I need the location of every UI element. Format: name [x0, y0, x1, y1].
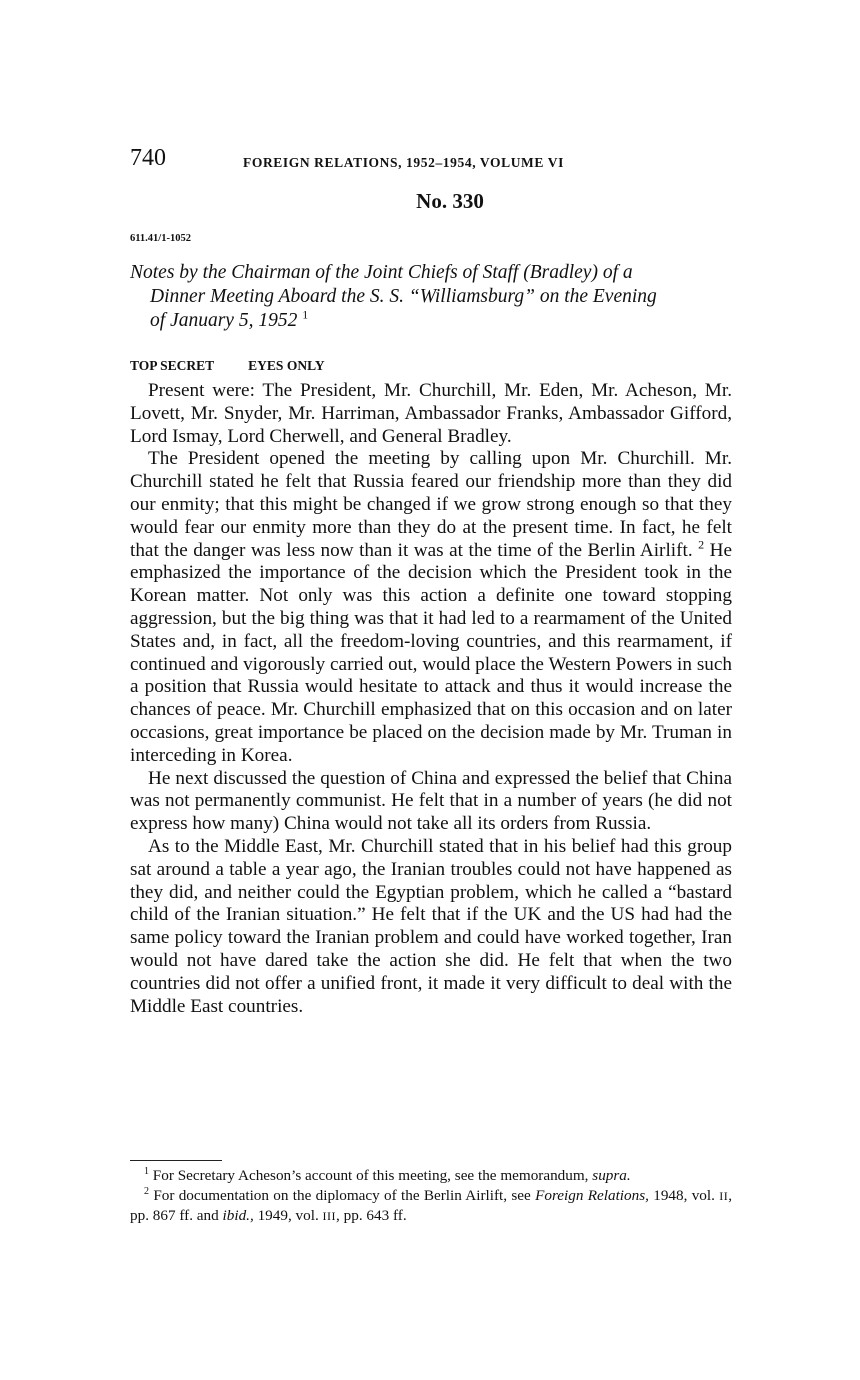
file-number: 611.41/1-1052 — [130, 233, 191, 244]
title-line-1: Notes by the Chairman of the Joint Chiefs of Staff (Bradley) of a — [130, 262, 633, 283]
paragraph-2-part-1: The President opened the meeting by calling upon Mr. Churchill. Mr. Churchill stated he felt that Russia feared our friendship more than they did our enmity; that this might be changed if we grow strong enough so that they would fear our enmity more than they do at the present time. In fact, he felt that the danger was less now than it was at the time of the Berlin Airlift. — [130, 448, 732, 561]
paragraph-attendees: Present were: The President, Mr. Churchill, Mr. Eden, Mr. Acheson, Mr. Lovett, Mr. Snyder, Mr. Harriman, Ambassador Franks, Ambassador Gifford, Lord Ismay, Lord Cherwell, and General Bradley. — [130, 380, 732, 447]
footnote-1 — [130, 1166, 732, 1186]
footnote-2-text-1: For documentation on the diplomacy of the Berlin Airlift, see — [153, 1187, 531, 1204]
footnote-1-italic: supra. — [592, 1167, 631, 1184]
classification-level: TOP SECRET — [130, 358, 215, 373]
footnote-1-number: 1 — [144, 1165, 149, 1177]
footnote-2-volume-1: II — [719, 1189, 729, 1203]
footnote-divider — [130, 1160, 222, 1161]
footnote-1-text: For Secretary Acheson’s account of this meeting, see the memorandum, — [152, 1167, 589, 1184]
page-header — [130, 145, 730, 175]
footnote-2-text-5: , pp. 643 ff. — [336, 1207, 407, 1224]
document-number: No. 330 — [416, 189, 484, 213]
footnote-ref-2: 2 — [698, 537, 705, 552]
footnote-2-italic-1: Foreign Relations, — [535, 1187, 649, 1204]
footnote-2 — [130, 1186, 732, 1226]
paragraph-2-part-2: He emphasized the importance of the decision which the President took in the Korean matter. Not only was this action a definite one toward stopping aggression, but the big thing was that it had led to a rearmament of the United States and, in fact, all the freedom-loving countries, and this rearmament, if continued and vigorously carried out, would place the Western Powers in such a position that Russia would hesitate to attack and thus it would increase the chances of peace. Mr. Churchill emphasized that on this occasion and on later occasions, great importance be placed on the decision made by Mr. Truman in interceding in Korea. — [130, 539, 733, 766]
footnote-ref-1: 1 — [302, 307, 309, 322]
paragraph-middle-east: As to the Middle East, Mr. Churchill stated that in his belief had this group sat around a table a year ago, the Iranian troubles could not have happened as they did, and neither could the Egyptian problem, which he called a “bastard child of the Iranian situation.” He felt that if the UK and the US had had the same policy toward the Iranian problem and could have worked together, Iran would not have dared take the action she did. He felt that when the two countries did not offer a unified front, it made it very difficult to deal with the Middle East countries. — [130, 835, 732, 1017]
handling-caveat: EYES ONLY — [248, 358, 325, 373]
footnote-2-text-3: , pp. 867 ff. and — [130, 1187, 733, 1224]
footnote-2-italic-2: ibid., — [222, 1207, 254, 1224]
document-body — [130, 380, 732, 1018]
footnote-2-text-4: 1949, vol. — [257, 1207, 319, 1224]
running-head: FOREIGN RELATIONS, 1952–1954, VOLUME VI — [243, 155, 564, 170]
title-line-2: Dinner Meeting Aboard the S. S. “Williamsburg” on the Evening — [150, 286, 657, 307]
document-title — [130, 261, 732, 333]
footnote-2-text-2: 1948, vol. — [653, 1187, 715, 1204]
paragraph-china: He next discussed the question of China and expressed the belief that China was not permanently communist. He felt that in a number of years (he did not express how many) China would not take all its orders from Russia. — [130, 767, 732, 835]
footnotes — [130, 1166, 732, 1226]
classification-line — [130, 358, 359, 374]
title-line-3-text: of January 5, 1952 — [150, 310, 298, 331]
footnote-2-number: 2 — [144, 1185, 149, 1197]
page-number: 740 — [130, 145, 166, 171]
paragraph-churchill-russia — [130, 448, 732, 767]
title-line-3 — [130, 309, 732, 333]
footnote-2-volume-2: III — [322, 1209, 337, 1223]
